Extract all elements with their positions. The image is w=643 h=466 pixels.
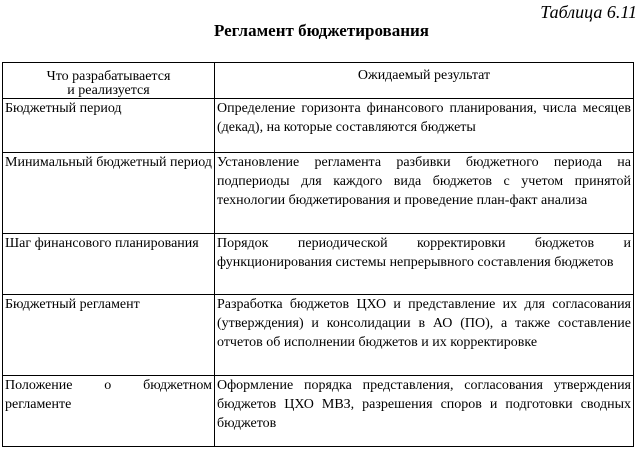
table-row <box>3 295 634 376</box>
column-header-what-line1: Что разрабатывается <box>46 69 171 84</box>
row-result-cell: Установление регламента разбивки бюджетного периода на подпериоды для каждого вида бюджетов с учетом принятой технологии бюджетирования и проведение план-факт анализа <box>215 153 634 234</box>
row-result-cell: Порядок периодической корректировки бюджетов и функционирования системы непрерывного составления бюджетов <box>215 234 634 295</box>
column-header-what-line2: и реализуется <box>67 83 150 98</box>
table-row <box>3 376 634 447</box>
table-number-label: Таблица 6.11 <box>540 2 637 22</box>
row-result-cell: Определение горизонта финансового планирования, числа месяцев (декад), на которые составляются бюджеты <box>215 99 634 153</box>
table-row <box>3 99 634 153</box>
row-item-cell: Положение о бюджетном регламенте <box>3 376 215 447</box>
table-row <box>3 153 634 234</box>
budgeting-regulation-table <box>2 62 634 447</box>
column-header-what <box>3 63 215 99</box>
table-row <box>3 234 634 295</box>
column-header-result: Ожидаемый результат <box>215 63 634 99</box>
row-item-cell: Минимальный бюджетный период <box>3 153 215 234</box>
row-item-cell: Шаг финансового планирования <box>3 234 215 295</box>
row-item-cell: Бюджетный период <box>3 99 215 153</box>
table-header-row <box>3 63 634 99</box>
row-item-cell: Бюджетный регламент <box>3 295 215 376</box>
table-title: Регламент бюджетирования <box>213 21 430 40</box>
row-result-cell: Разработка бюджетов ЦХО и представление их для согласования (утверждения) и консолидации в АО (ПО), а также составление отчетов об исполнении бюджетов и их корректировке <box>215 295 634 376</box>
row-result-cell: Оформление порядка представления, согласования утверждения бюджетов ЦХО МВЗ, разрешения споров и подготовки сводных бюджетов <box>215 376 634 447</box>
